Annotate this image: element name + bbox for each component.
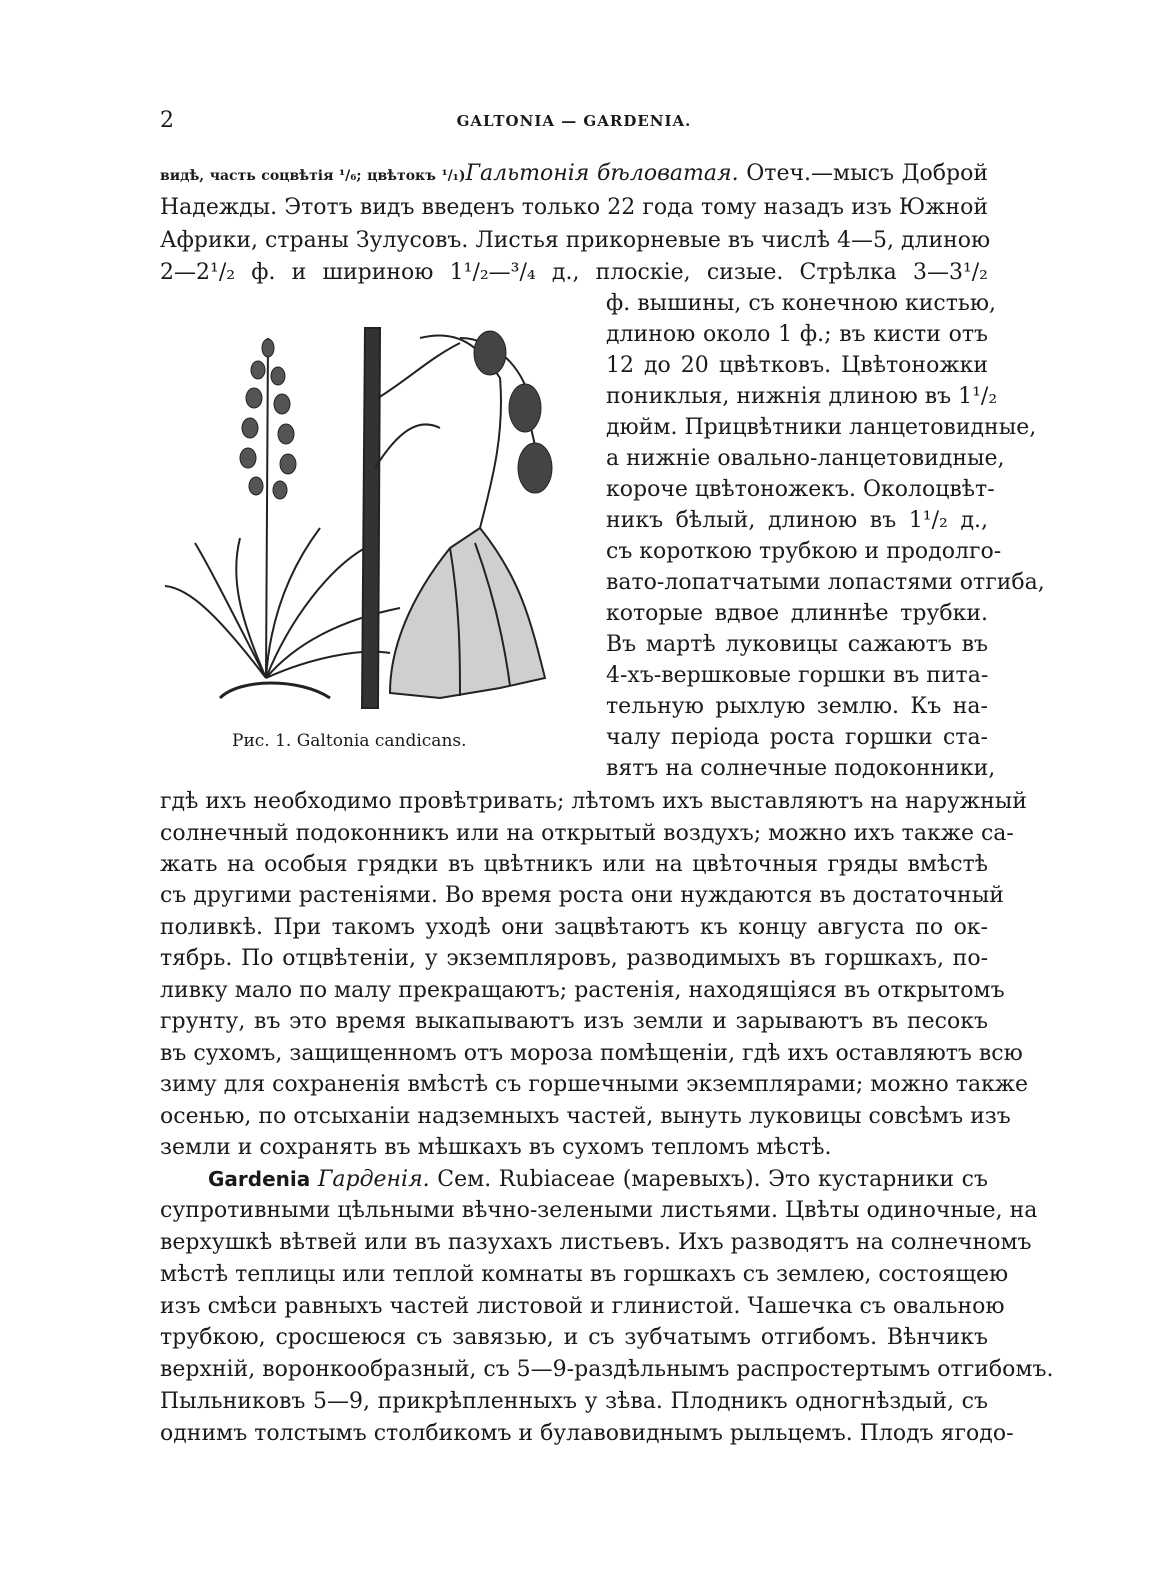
- text-line: солнечный подоконникъ или на открытый воздухъ; можно ихъ также са-: [160, 821, 1014, 846]
- text-line: зиму для сохраненія вмѣстѣ съ горшечными экземплярами; можно также: [160, 1072, 1029, 1097]
- gardenia-heading-line: [208, 1163, 988, 1195]
- text-line: верхній, воронкообразный, съ 5—9-раздѣльнымъ распростертымъ отгибомъ.: [160, 1357, 1054, 1382]
- page-number: 2: [160, 108, 174, 133]
- text-line: 2—2¹/₂ ф. и шириною 1¹/₂—³/₄ д., плоскіе, сизые. Стрѣлка 3—3¹/₂: [160, 260, 988, 285]
- flower-detail-drawing: [362, 328, 545, 708]
- text-line: которые вдвое длиннѣе трубки.: [606, 601, 988, 626]
- text-line: трубкою, сросшеюся съ завязью, и съ зубчатымъ отгибомъ. Вѣнчикъ: [160, 1325, 988, 1350]
- text-line: изъ смѣси равныхъ частей листовой и глинистой. Чашечка съ овальною: [160, 1294, 1005, 1319]
- figure-caption: Рис. 1. Galtonia candicans.: [232, 731, 467, 751]
- intro-russian-name: Гальтонія бѣловатая.: [465, 161, 739, 186]
- running-head: GALTONIA — GARDENIA.: [456, 112, 692, 130]
- gardenia-rest: Сем. Rubiaceae (маревыхъ). Это кустарники съ: [429, 1167, 988, 1192]
- galtonia-illustration: [160, 318, 585, 713]
- text-line: грунту, въ это время выкапываютъ изъ земли и зарываютъ въ песокъ: [160, 1009, 988, 1034]
- text-line: никъ бѣлый, длиною въ 1¹/₂ д.,: [606, 508, 988, 533]
- text-line: 4-хъ-вершковые горшки въ пита-: [606, 663, 989, 688]
- text-line: ливку мало по малу прекращаютъ; растенія, находящіяся въ открытомъ: [160, 978, 1005, 1003]
- text-line: въ сухомъ, защищенномъ отъ мороза помѣщеніи, гдѣ ихъ оставляютъ всю: [160, 1041, 1023, 1066]
- text-line: Надежды. Этотъ видъ введенъ только 22 года тому назадъ изъ Южной: [160, 195, 988, 220]
- text-line-intro: [160, 158, 988, 190]
- text-line: осенью, по отсыханіи надземныхъ частей, вынуть луковицы совсѣмъ изъ: [160, 1104, 1011, 1129]
- text-line: поливкѣ. При такомъ уходѣ они зацвѣтаютъ къ концу августа по ок-: [160, 915, 988, 940]
- text-line: съ короткою трубкою и продолго-: [606, 539, 1002, 564]
- text-line: короче цвѣтоножекъ. Околоцвѣт-: [606, 477, 995, 502]
- text-line: дюйм. Прицвѣтники ланцетовидные,: [606, 415, 1037, 440]
- page-header: [160, 108, 988, 138]
- text-line: Пыльниковъ 5—9, прикрѣпленныхъ у зѣва. Плодникъ одногнѣздый, съ: [160, 1389, 988, 1414]
- text-line: а нижніе овально-ланцетовидные,: [606, 446, 1005, 471]
- text-line: мѣстѣ теплицы или теплой комнаты въ горшкахъ съ землею, состоящею: [160, 1262, 1009, 1287]
- text-line: 12 до 20 цвѣтковъ. Цвѣтоножки: [606, 353, 988, 378]
- text-line: тельную рыхлую землю. Къ на-: [606, 694, 988, 719]
- text-line: однимъ толстымъ столбикомъ и булавовиднымъ рыльцемъ. Плодъ ягодо-: [160, 1421, 1014, 1446]
- intro-rest: Отеч.—мысъ Доброй: [738, 161, 989, 186]
- text-line: чалу періода роста горшки ста-: [606, 725, 988, 750]
- text-line: вато-лопатчатыми лопастями отгиба,: [606, 570, 1045, 595]
- gardenia-russian-name: Гарденія.: [317, 1167, 430, 1192]
- text-line: супротивными цѣльными вѣчно-зелеными листьями. Цвѣты одиночные, на: [160, 1198, 1038, 1223]
- text-line: гдѣ ихъ необходимо провѣтривать; лѣтомъ ихъ выставляютъ на наружный: [160, 789, 1027, 814]
- text-line: Африки, страны Зулусовъ. Листья прикорневые въ числѣ 4—5, длиною: [160, 228, 991, 253]
- text-line: жать на особыя грядки въ цвѣтникъ или на цвѣточныя гряды вмѣстѣ: [160, 852, 988, 877]
- text-line: Въ мартѣ луковицы сажаютъ въ: [606, 632, 988, 657]
- text-line: вятъ на солнечные подоконники,: [606, 756, 996, 781]
- text-line: тябрь. По отцвѣтеніи, у экземпляровъ, разводимыхъ въ горшкахъ, по-: [160, 946, 988, 971]
- gardenia-latin-name: Gardenia: [208, 1167, 311, 1191]
- text-line: съ другими растеніями. Во время роста они нуждаются въ достаточный: [160, 883, 1004, 908]
- text-line: верхушкѣ вѣтвей или въ пазухахъ листьевъ. Ихъ разводятъ на солнечномъ: [160, 1230, 1032, 1255]
- text-line: длиною около 1 ф.; въ кисти отъ: [606, 322, 988, 347]
- flower-detail-bells: [474, 331, 552, 493]
- text-line: пониклыя, нижнія длиною въ 1¹/₂: [606, 384, 998, 409]
- intro-prefix: видѣ, часть соцвѣтія ¹/₆; цвѣтокъ ¹/₁): [160, 168, 466, 184]
- text-line: ф. вышины, съ конечною кистью,: [606, 291, 996, 316]
- text-line: земли и сохранять въ мѣшкахъ въ сухомъ тепломъ мѣстѣ.: [160, 1135, 832, 1160]
